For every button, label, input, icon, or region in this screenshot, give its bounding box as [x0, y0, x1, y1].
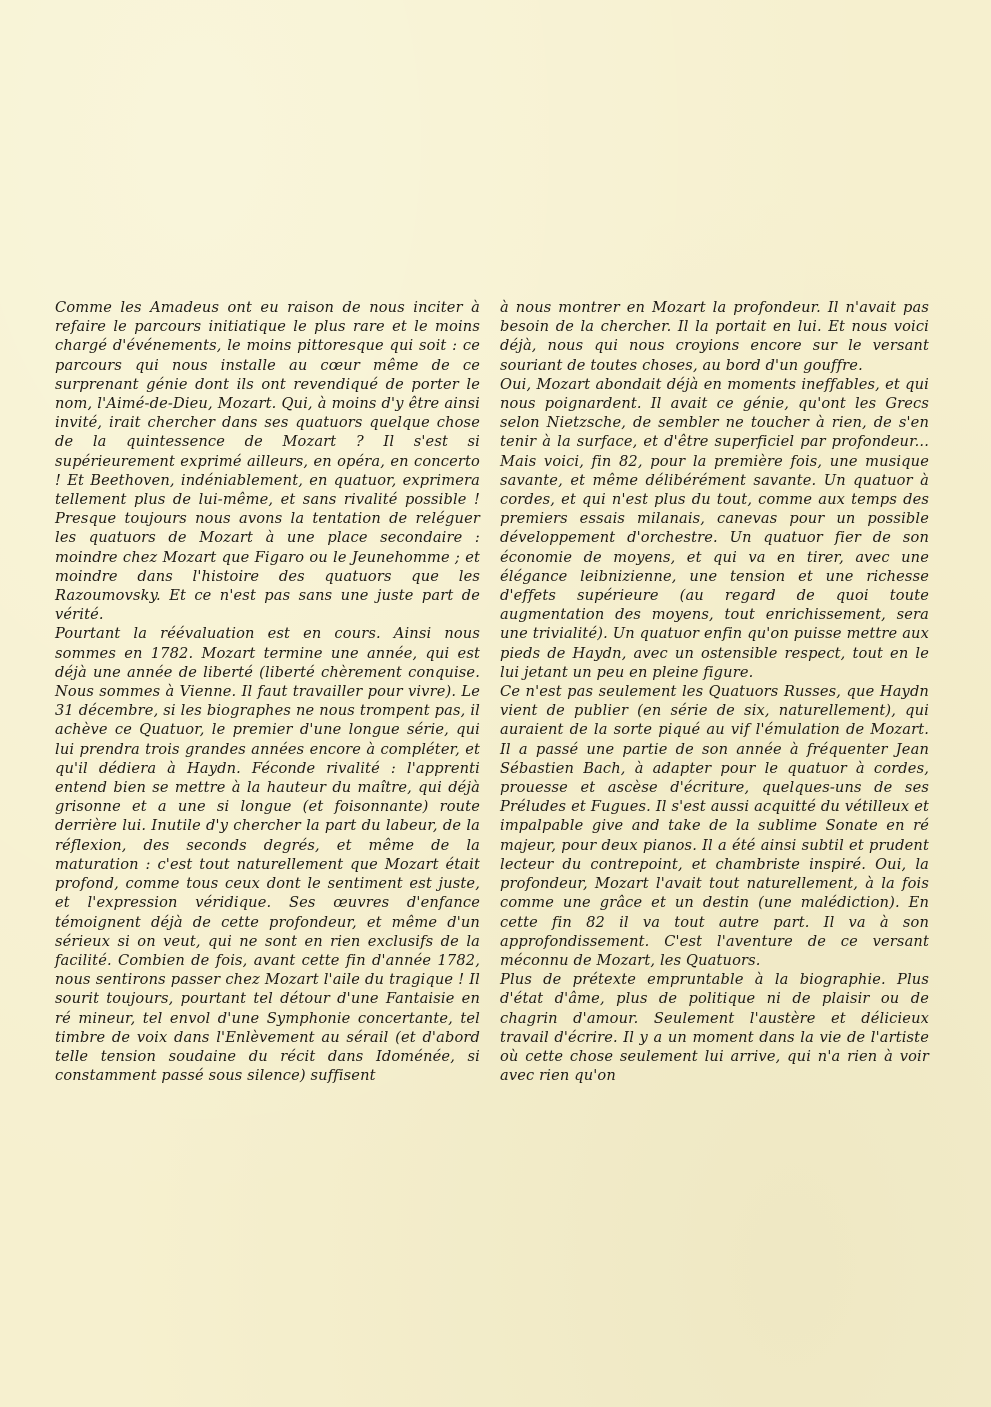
paragraph: Plus de prétexte empruntable à la biographie. Plus d'état d'âme, plus de politique ni de plaisir ou de chagrin d'amour. Seulement l'austère et délicieux travail d'écrire. Il y a un moment dans la vie de l'artiste où cette chose seulement lui arrive, qui n'a rien à voir avec rien qu'on [500, 971, 929, 1085]
text-column-left [55, 298, 480, 1085]
paragraph: Comme les Amadeus ont eu raison de nous inciter à refaire le parcours initiatique le plus rare et le moins chargé d'événements, le moins pittoresque qui soit : ce parcours qui nous installe au cœur même de ce surprenant génie dont ils ont revendiqué de porter le nom, l'Aimé-de-Dieu, Mozart. Qui, à moins d'y être ainsi invité, irait chercher dans ses quatuors quelque chose de la quintessence de Mozart ? Il s'est si supérieurement exprimé ailleurs, en opéra, en concerto ! Et Beethoven, indéniablement, en quatuor, exprimera tellement plus de lui-même, et sans rivalité possible ! Presque toujours nous avons la tentation de reléguer les quatuors de Mozart à une place secondaire : moindre chez Mozart que Figaro ou le Jeunehomme ; et moindre dans l'histoire des quatuors que les Razoumovsky. Et ce n'est pas sans une juste part de vérité. [55, 299, 480, 624]
text-column-right [500, 298, 929, 1085]
paragraph: Pourtant la réévaluation est en cours. Ainsi nous sommes en 1782. Mozart termine une année, qui est déjà une année de liberté (liberté chèrement conquise. Nous sommes à Vienne. Il faut travailler pour vivre). Le 31 décembre, si les biographes ne nous trompent pas, il achève ce Quatuor, le premier d'une longue série, qui lui prendra trois grandes années encore à compléter, et qu'il dédiera à Haydn. Féconde rivalité : l'apprenti entend bien se mettre à la hauteur du maître, qui déjà grisonne et a une si longue (et foisonnante) route derrière lui. Inutile d'y chercher la part du labeur, de la réflexion, des seconds degrés, et même de la maturation : c'est tout naturellement que Mozart était profond, comme tous ceux dont le sentiment est juste, et l'expression véridique. Ses œuvres d'enfance témoignent déjà de cette profondeur, et même d'un sérieux si on veut, qui ne sont en rien exclusifs de la facilité. Combien de fois, avant cette fin d'année 1782, nous sentirons passer chez Mozart l'aile du tragique ! Il sourit toujours, pourtant tel détour d'une Fantaisie en ré mineur, tel envol d'une Symphonie concertante, tel timbre de voix dans l'Enlèvement au sérail (et d'abord telle tension soudaine du récit dans Idoménée, si constamment passé sous silence) suffisent [55, 625, 480, 1085]
paragraph: Oui, Mozart abondait déjà en moments ineffables, et qui nous poignardent. Il avait ce génie, qu'ont les Grecs selon Nietzsche, de sembler ne toucher à rien, de s'en tenir à la surface, et d'être superficiel par profondeur... Mais voici, fin 82, pour la première fois, une musique savante, et même délibérément savante. Un quatuor à cordes, et qui n'est plus du tout, comme aux temps des premiers essais milanais, canevas pour un possible développement d'orchestre. Un quatuor fier de son économie de moyens, et qui va en tirer, avec une élégance leibnizienne, une tension et une richesse d'effets supérieure (au regard de quoi toute augmentation des moyens, tout enrichissement, sera une trivialité). Un quatuor enfin qu'on puisse mettre aux pieds de Haydn, avec un ostensible respect, tout en le lui jetant un peu en pleine figure. [500, 375, 929, 681]
bleed-through-watermark [180, 195, 820, 290]
paragraph: à nous montrer en Mozart la profondeur. Il n'avait pas besoin de la chercher. Il la portait en lui. Et nous voici déjà, nous qui nous croyions encore sur le versant souriant de toutes choses, au bord d'un gouffre. [500, 299, 929, 374]
paragraph: Ce n'est pas seulement les Quatuors Russes, que Haydn vient de publier (en série de six, naturellement), qui auraient de la sorte piqué au vif l'émulation de Mozart. Il a passé une partie de son année à fréquenter Jean Sébastien Bach, à adapter pour le quatuor à cordes, prouesse et ascèse d'écriture, quelques-uns de ses Préludes et Fugues. Il s'est aussi acquitté du vétilleux et impalpable give and take de la sublime Sonate en ré majeur, pour deux pianos. Il a été ainsi subtil et prudent lecteur du contrepoint, et chambriste inspiré. Oui, la profondeur, Mozart l'avait tout naturellement, à la fois comme une grâce et un destin (une malédiction). En cette fin 82 il va tout autre part. Il va à son approfondissement. C'est l'aventure de ce versant méconnu de Mozart, les Quatuors. [500, 683, 929, 969]
